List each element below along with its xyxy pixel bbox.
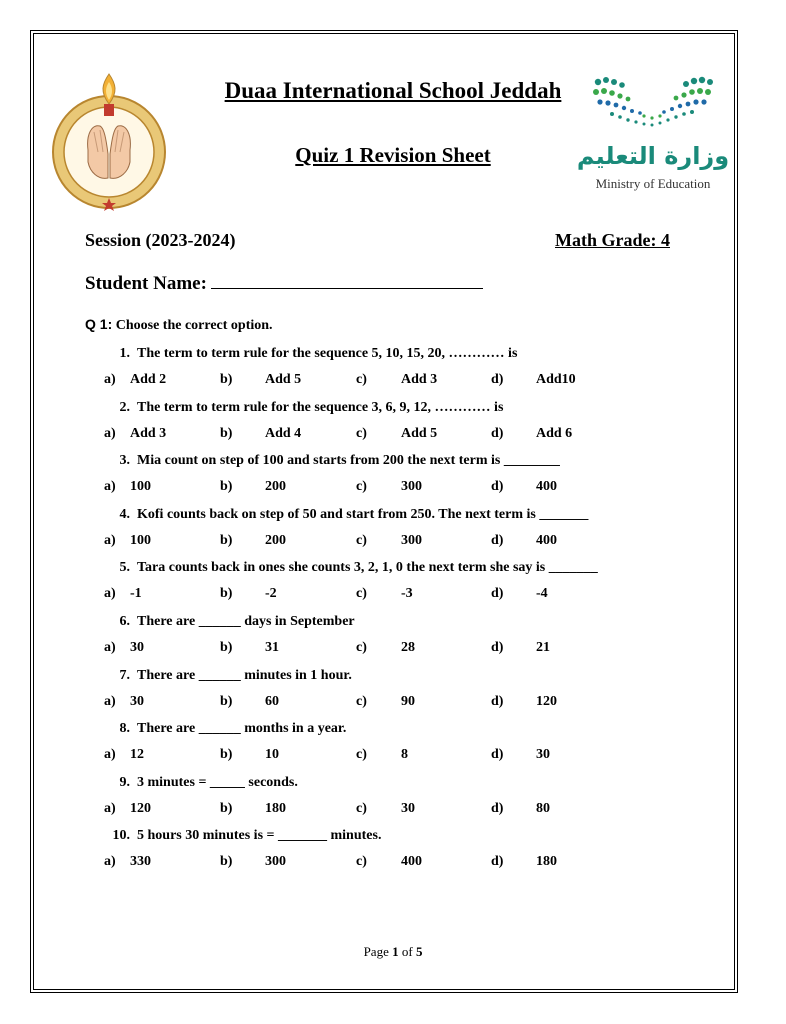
question-5-options (0, 586, 768, 606)
question-6 (98, 614, 355, 630)
question-9 (98, 775, 298, 791)
question-1-options (0, 372, 768, 392)
question-3-options (0, 479, 768, 499)
option-value[interactable]: 400 (401, 854, 422, 869)
question-number: 9. (119, 775, 130, 790)
option-value[interactable]: Add 5 (265, 372, 302, 387)
question-number: 8. (119, 721, 130, 736)
option-value[interactable]: 200 (265, 533, 286, 548)
question-3 (98, 453, 560, 469)
option-value[interactable]: 120 (130, 801, 151, 816)
option-letter: d) (491, 747, 504, 762)
option-letter: d) (491, 854, 504, 869)
option-letter: c) (356, 372, 367, 387)
page-footer (0, 944, 786, 960)
moe-english-text: Ministry of Education (595, 176, 711, 191)
footer-of-word: of (401, 944, 413, 959)
option-value[interactable]: -3 (401, 586, 413, 601)
question-10 (98, 828, 381, 844)
option-value[interactable]: 21 (536, 640, 550, 655)
question-number: 5. (119, 560, 130, 575)
option-letter: b) (220, 854, 233, 869)
option-value[interactable]: -4 (536, 586, 548, 601)
option-value[interactable]: 180 (265, 801, 286, 816)
question-text: The term to term rule for the sequence 5, 10, 15, 20, ………… is (137, 346, 518, 361)
option-letter: d) (491, 426, 504, 441)
question-text: Mia count on step of 100 and starts from 200 the next term is ________ (137, 453, 560, 468)
student-name-label: Student Name: (85, 273, 207, 294)
question-text: The term to term rule for the sequence 3, 6, 9, 12, ………… is (137, 400, 504, 415)
option-value[interactable]: 400 (536, 533, 557, 548)
option-value[interactable]: 31 (265, 640, 279, 655)
option-letter: b) (220, 586, 233, 601)
option-letter: a) (104, 426, 116, 441)
student-name-row (85, 272, 483, 295)
option-value[interactable]: Add 3 (130, 426, 167, 441)
option-letter: c) (356, 533, 367, 548)
session-label: Session (2023-2024) (85, 230, 236, 250)
option-letter: a) (104, 479, 116, 494)
grade-label: Math Grade: 4 (555, 230, 670, 250)
option-letter: c) (356, 426, 367, 441)
option-value[interactable]: 30 (130, 640, 144, 655)
question-number: 10. (112, 828, 130, 843)
question-text: 5 hours 30 minutes is = _______ minutes. (137, 828, 382, 843)
school-title: Duaa International School Jeddah (224, 78, 562, 103)
option-value[interactable]: Add 2 (130, 372, 167, 387)
option-value[interactable]: 90 (401, 694, 415, 709)
option-letter: c) (356, 479, 367, 494)
option-value[interactable]: 30 (401, 801, 415, 816)
option-value[interactable]: 300 (265, 854, 286, 869)
option-letter: d) (491, 479, 504, 494)
option-value[interactable]: 100 (130, 533, 151, 548)
option-letter: c) (356, 747, 367, 762)
option-letter: c) (356, 854, 367, 869)
option-value[interactable]: 300 (401, 533, 422, 548)
option-letter: a) (104, 640, 116, 655)
question-8-options (0, 747, 768, 767)
option-letter: c) (356, 586, 367, 601)
question-7 (98, 668, 352, 684)
option-letter: a) (104, 533, 116, 548)
question-text: There are ______ months in a year. (137, 721, 347, 736)
option-value[interactable]: 28 (401, 640, 415, 655)
option-value[interactable]: 8 (401, 747, 408, 762)
option-value[interactable]: 180 (536, 854, 557, 869)
option-letter: d) (491, 372, 504, 387)
question-5 (98, 560, 598, 576)
option-letter: b) (220, 426, 233, 441)
question-number: 1. (119, 346, 130, 361)
option-value[interactable]: Add 3 (401, 372, 438, 387)
question-6-options (0, 640, 768, 660)
option-letter: b) (220, 801, 233, 816)
option-value[interactable]: 10 (265, 747, 279, 762)
section-number: Q 1: (85, 316, 113, 332)
option-letter: b) (220, 533, 233, 548)
question-number: 7. (119, 668, 130, 683)
option-letter: a) (104, 372, 116, 387)
option-letter: c) (356, 694, 367, 709)
footer-page-current: 1 (392, 944, 399, 959)
question-2-options (0, 426, 768, 446)
section-heading (85, 316, 273, 334)
option-letter: a) (104, 694, 116, 709)
option-value[interactable]: Add 6 (536, 426, 573, 441)
option-letter: a) (104, 747, 116, 762)
option-letter: d) (491, 801, 504, 816)
option-value[interactable]: 60 (265, 694, 279, 709)
option-letter: b) (220, 640, 233, 655)
option-value[interactable]: Add10 (536, 372, 576, 387)
question-number: 2. (119, 400, 130, 415)
question-4-options (0, 533, 768, 553)
footer-page-total: 5 (415, 944, 423, 959)
option-letter: a) (104, 854, 116, 869)
option-letter: a) (104, 801, 116, 816)
question-4 (98, 507, 588, 523)
question-text: 3 minutes = _____ seconds. (137, 775, 298, 790)
question-text: Kofi counts back on step of 50 and start from 250. The next term is _______ (137, 507, 589, 522)
option-value[interactable]: 80 (536, 801, 550, 816)
option-value[interactable]: 120 (536, 694, 557, 709)
option-value[interactable]: 100 (130, 479, 151, 494)
option-value[interactable]: 12 (130, 747, 144, 762)
question-text: There are ______ minutes in 1 hour. (137, 668, 352, 683)
option-letter: d) (491, 640, 504, 655)
question-2 (98, 400, 503, 416)
question-1 (98, 346, 517, 362)
question-8 (98, 721, 346, 737)
option-value[interactable]: 30 (130, 694, 144, 709)
option-value[interactable]: 330 (130, 854, 151, 869)
option-letter: c) (356, 640, 367, 655)
moe-arabic-text: وزارة التعليم (576, 142, 730, 170)
option-value[interactable]: 400 (536, 479, 557, 494)
option-value[interactable]: -2 (265, 586, 277, 601)
student-name-blank[interactable] (211, 272, 483, 289)
option-letter: b) (220, 372, 233, 387)
question-number: 4. (119, 507, 130, 522)
option-letter: d) (491, 694, 504, 709)
question-9-options (0, 801, 768, 821)
question-number: 3. (119, 453, 130, 468)
option-letter: b) (220, 694, 233, 709)
option-value[interactable]: -1 (130, 586, 142, 601)
section-instruction: Choose the correct option. (112, 318, 273, 333)
option-letter: b) (220, 747, 233, 762)
question-text: There are ______ days in September (137, 614, 355, 629)
question-number: 6. (119, 614, 130, 629)
question-7-options (0, 694, 768, 714)
option-value[interactable]: Add 4 (265, 426, 302, 441)
option-value[interactable]: 300 (401, 479, 422, 494)
option-letter: a) (104, 586, 116, 601)
option-letter: d) (491, 533, 504, 548)
option-letter: b) (220, 479, 233, 494)
option-value[interactable]: Add 5 (401, 426, 438, 441)
footer-page-word: Page (363, 944, 389, 959)
option-letter: d) (491, 586, 504, 601)
question-text: Tara counts back in ones she counts 3, 2, 1, 0 the next term she say is _______ (137, 560, 598, 575)
option-letter: c) (356, 801, 367, 816)
quiz-title: Quiz 1 Revision Sheet (295, 143, 491, 167)
option-value[interactable]: 30 (536, 747, 550, 762)
option-value[interactable]: 200 (265, 479, 286, 494)
question-10-options (0, 854, 768, 874)
